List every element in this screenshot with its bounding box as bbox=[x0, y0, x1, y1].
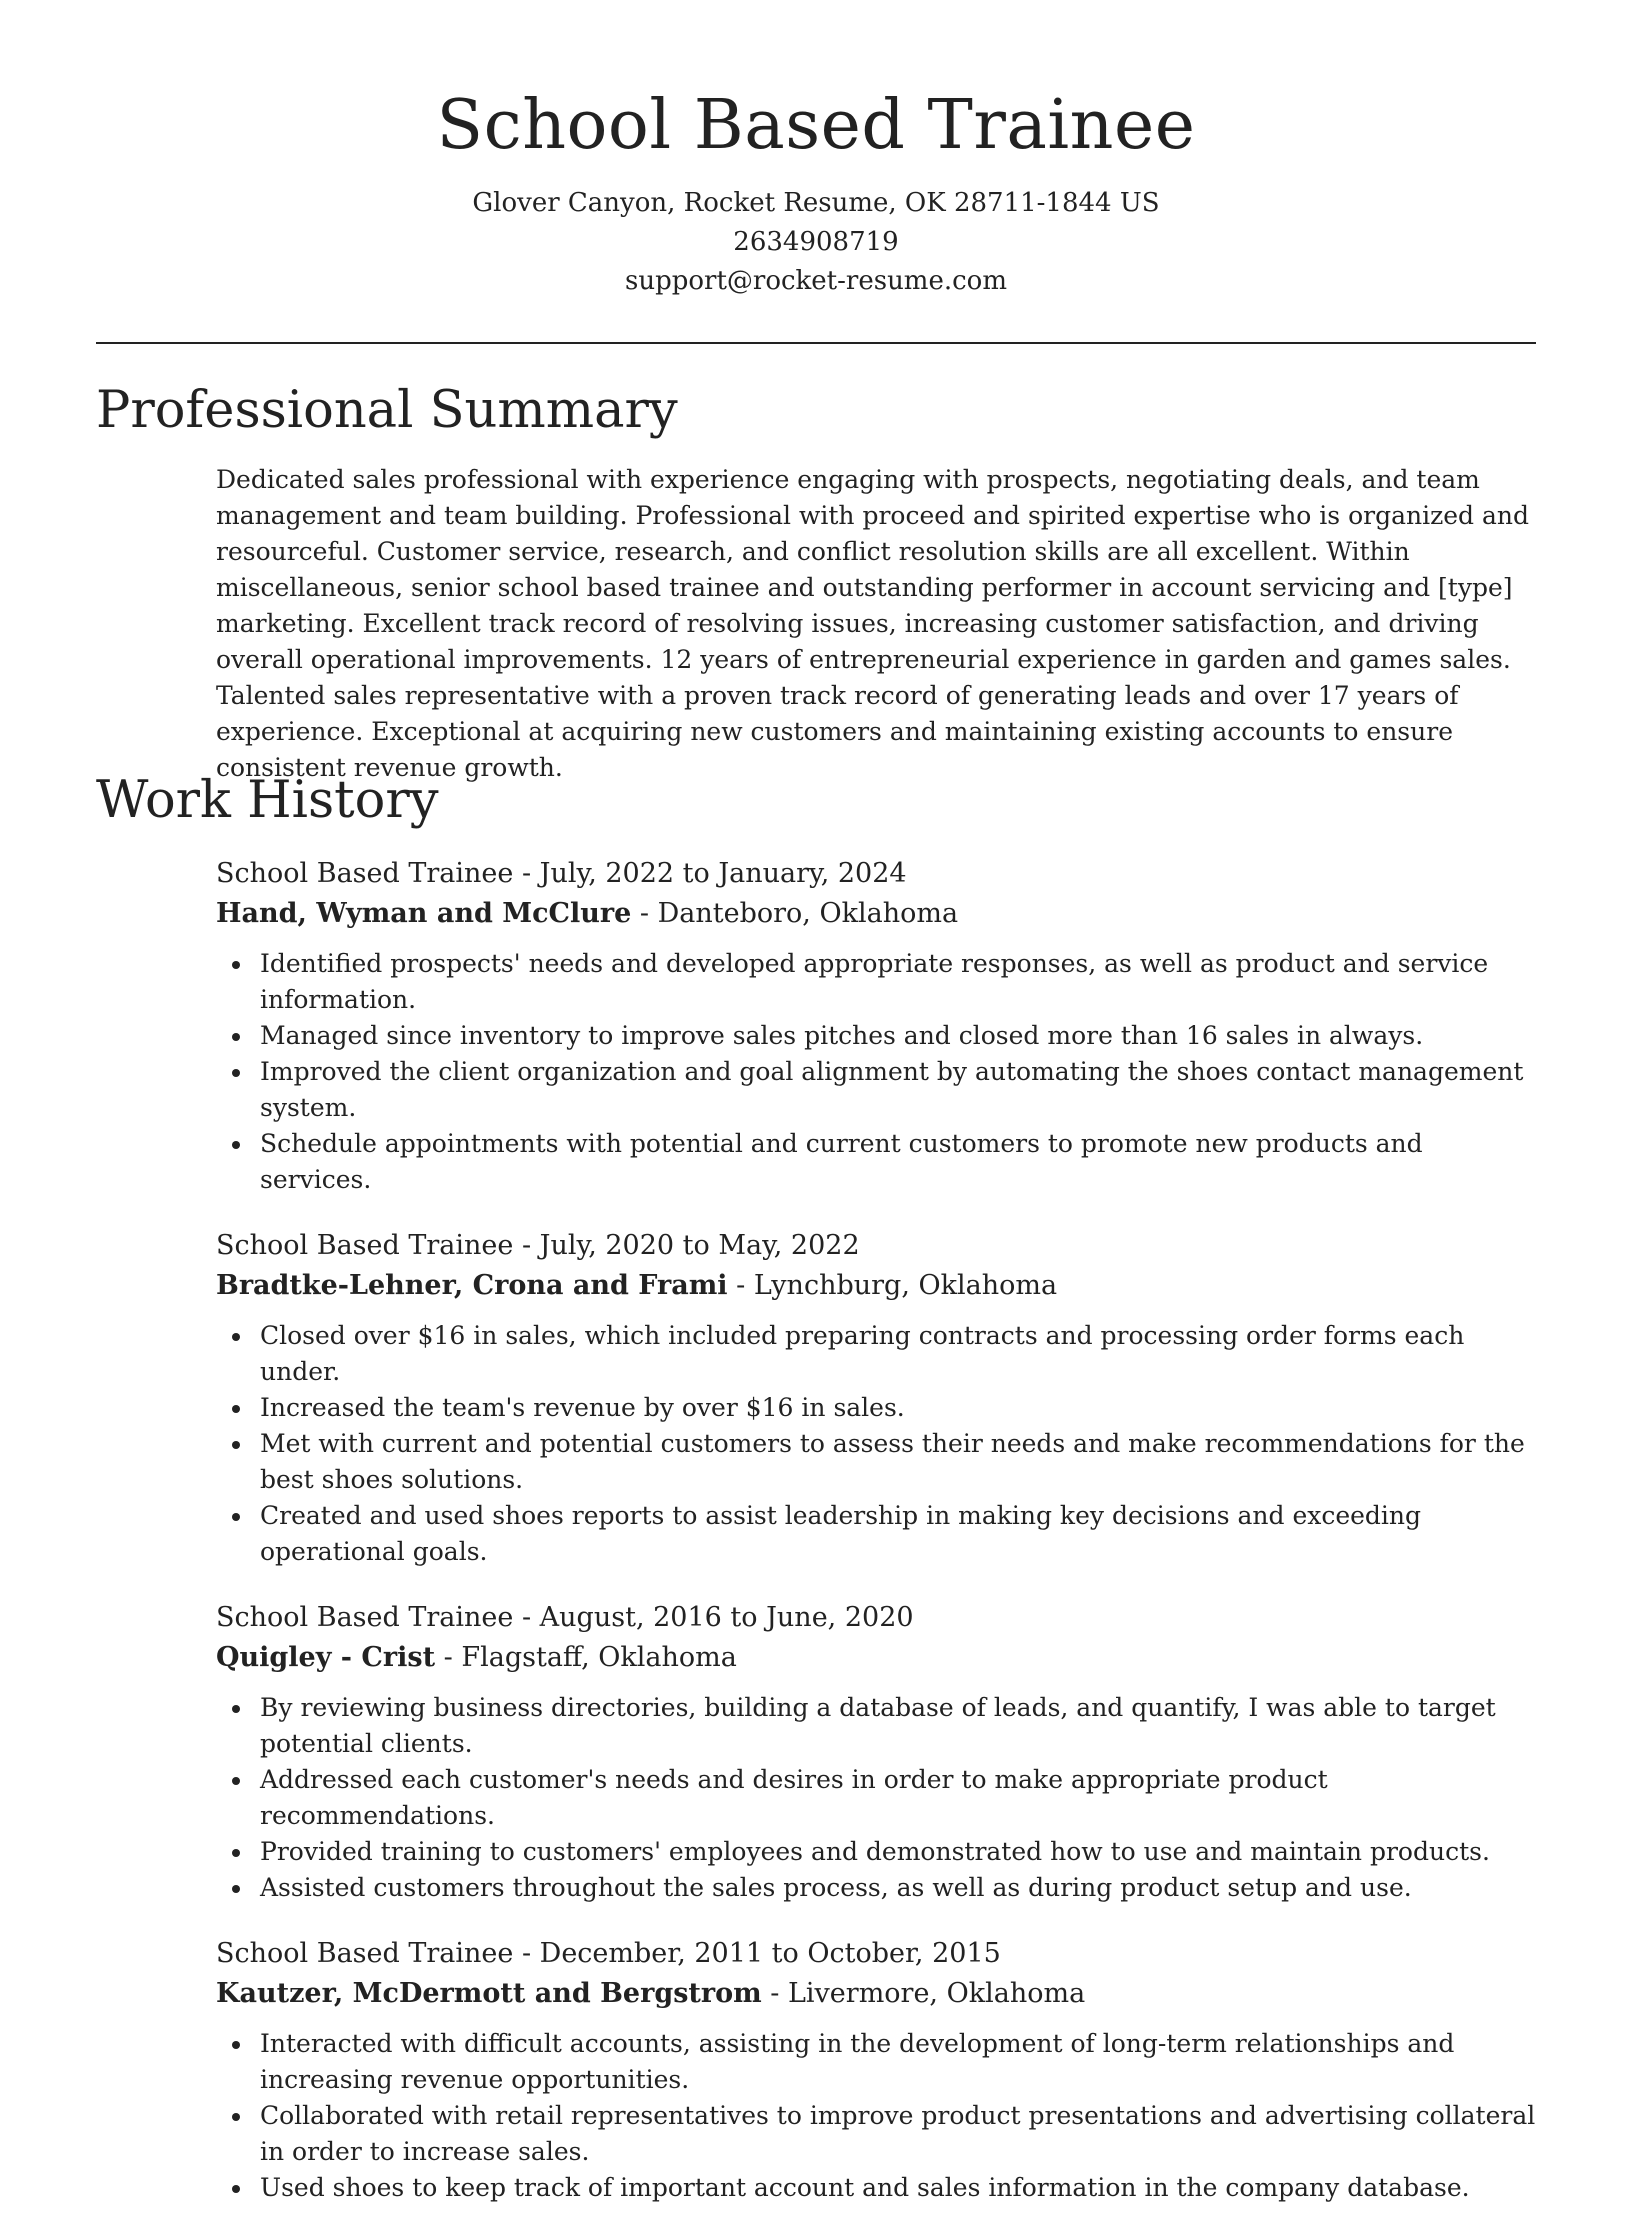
contact-phone: 2634908719 bbox=[733, 227, 899, 257]
job-bullet: Provided training to customers' employees and demonstrated how to use and maintain products. bbox=[260, 1834, 1536, 1870]
job-location: Flagstaff, Oklahoma bbox=[461, 1642, 737, 1673]
candidate-name: School Based Trainee bbox=[436, 86, 1196, 165]
job-entry bbox=[216, 854, 1536, 1198]
job-bullet: Collaborated with retail representatives to improve product presentations and advertising collateral in order to increase sales. bbox=[260, 2098, 1536, 2170]
job-position: School Based Trainee bbox=[216, 1230, 514, 1261]
job-company-line bbox=[216, 1638, 1536, 1678]
job-location: Livermore, Oklahoma bbox=[787, 1978, 1086, 2009]
job-company: Kautzer, McDermott and Bergstrom bbox=[216, 1978, 762, 2009]
job-separator: - bbox=[631, 898, 658, 929]
job-bullet: Assisted customers throughout the sales process, as well as during product setup and use. bbox=[260, 1870, 1536, 1906]
job-company-line bbox=[216, 894, 1536, 934]
job-bullet: Addressed each customer's needs and desires in order to make appropriate product recommendations. bbox=[260, 1762, 1536, 1834]
contact-address: Glover Canyon, Rocket Resume, OK 28711-1844 US bbox=[472, 188, 1160, 218]
job-position: School Based Trainee bbox=[216, 1938, 514, 1969]
job-bullet: Improved the client organization and goal alignment by automating the shoes contact management system. bbox=[260, 1054, 1536, 1126]
resume-header bbox=[96, 82, 1536, 301]
job-separator: - bbox=[727, 1270, 754, 1301]
job-bullet: Identified prospects' needs and developed appropriate responses, as well as product and service information. bbox=[260, 946, 1536, 1018]
job-entry bbox=[216, 1934, 1536, 2206]
job-separator: - bbox=[513, 1230, 540, 1261]
job-title-line bbox=[216, 1226, 1536, 1266]
job-location: Danteboro, Oklahoma bbox=[657, 898, 959, 929]
header-divider bbox=[96, 342, 1536, 344]
job-bullet: Created and used shoes reports to assist leadership in making key decisions and exceeding operational goals. bbox=[260, 1498, 1536, 1570]
summary-heading: Professional Summary bbox=[96, 381, 678, 440]
job-title-line bbox=[216, 1934, 1536, 1974]
job-bullet: Schedule appointments with potential and current customers to promote new products and services. bbox=[260, 1126, 1536, 1198]
job-dates: July, 2020 to May, 2022 bbox=[539, 1230, 860, 1261]
job-separator: - bbox=[513, 1938, 540, 1969]
job-separator: - bbox=[761, 1978, 788, 2009]
job-bullets bbox=[216, 946, 1536, 1198]
job-bullets bbox=[216, 2026, 1536, 2206]
job-title-line bbox=[216, 854, 1536, 894]
job-separator: - bbox=[435, 1642, 462, 1673]
job-separator: - bbox=[513, 858, 540, 889]
job-bullets bbox=[216, 1690, 1536, 1906]
contact-email: support@rocket-resume.com bbox=[624, 266, 1007, 296]
job-separator: - bbox=[513, 1602, 540, 1633]
job-bullet: Interacted with difficult accounts, assisting in the development of long-term relationships and increasing revenue opportunities. bbox=[260, 2026, 1536, 2098]
job-entry bbox=[216, 1598, 1536, 1906]
job-title-line bbox=[216, 1598, 1536, 1638]
job-dates: December, 2011 to October, 2015 bbox=[539, 1938, 1001, 1969]
contact-info bbox=[96, 184, 1536, 301]
job-dates: August, 2016 to June, 2020 bbox=[539, 1602, 914, 1633]
job-location: Lynchburg, Oklahoma bbox=[753, 1270, 1058, 1301]
job-company-line bbox=[216, 1266, 1536, 1306]
job-bullet: By reviewing business directories, building a database of leads, and quantify, I was able to target potential clients. bbox=[260, 1690, 1536, 1762]
job-company-line bbox=[216, 1974, 1536, 2014]
job-bullet: Closed over $16 in sales, which included preparing contracts and processing order forms each under. bbox=[260, 1318, 1536, 1390]
job-dates: July, 2022 to January, 2024 bbox=[539, 858, 907, 889]
job-bullet: Managed since inventory to improve sales pitches and closed more than 16 sales in always. bbox=[260, 1018, 1536, 1054]
job-company: Hand, Wyman and McClure bbox=[216, 898, 632, 929]
summary-text: Dedicated sales professional with experience engaging with prospects, negotiating deals, and team management and team building. Professional with proceed and spirited expertise who is organized and resourceful. Customer service, research, and conflict resolution skills are all excellent. Within miscellaneous, senior school based trainee and outstanding performer in account servicing and [type] marketing. Excellent track record of resolving issues, increasing customer satisfaction, and driving overall operational improvements. 12 years of entrepreneurial experience in garden and games sales. Talented sales representative with a proven track record of generating leads and over 17 years of experience. Exceptional at acquiring new customers and maintaining existing accounts to ensure consistent revenue growth. bbox=[216, 465, 1530, 782]
job-bullets bbox=[216, 1318, 1536, 1570]
job-position: School Based Trainee bbox=[216, 858, 514, 889]
job-company: Bradtke-Lehner, Crona and Frami bbox=[216, 1270, 728, 1301]
job-bullet: Increased the team's revenue by over $16 in sales. bbox=[260, 1390, 1536, 1426]
job-bullet: Used shoes to keep track of important account and sales information in the company database. bbox=[260, 2170, 1536, 2206]
job-bullet: Met with current and potential customers to assess their needs and make recommendations for the best shoes solutions. bbox=[260, 1426, 1536, 1498]
work-history-heading: Work History bbox=[96, 771, 439, 830]
job-entry bbox=[216, 1226, 1536, 1570]
work-history-list bbox=[216, 854, 1536, 2234]
job-position: School Based Trainee bbox=[216, 1602, 514, 1633]
job-company: Quigley - Crist bbox=[216, 1642, 436, 1673]
